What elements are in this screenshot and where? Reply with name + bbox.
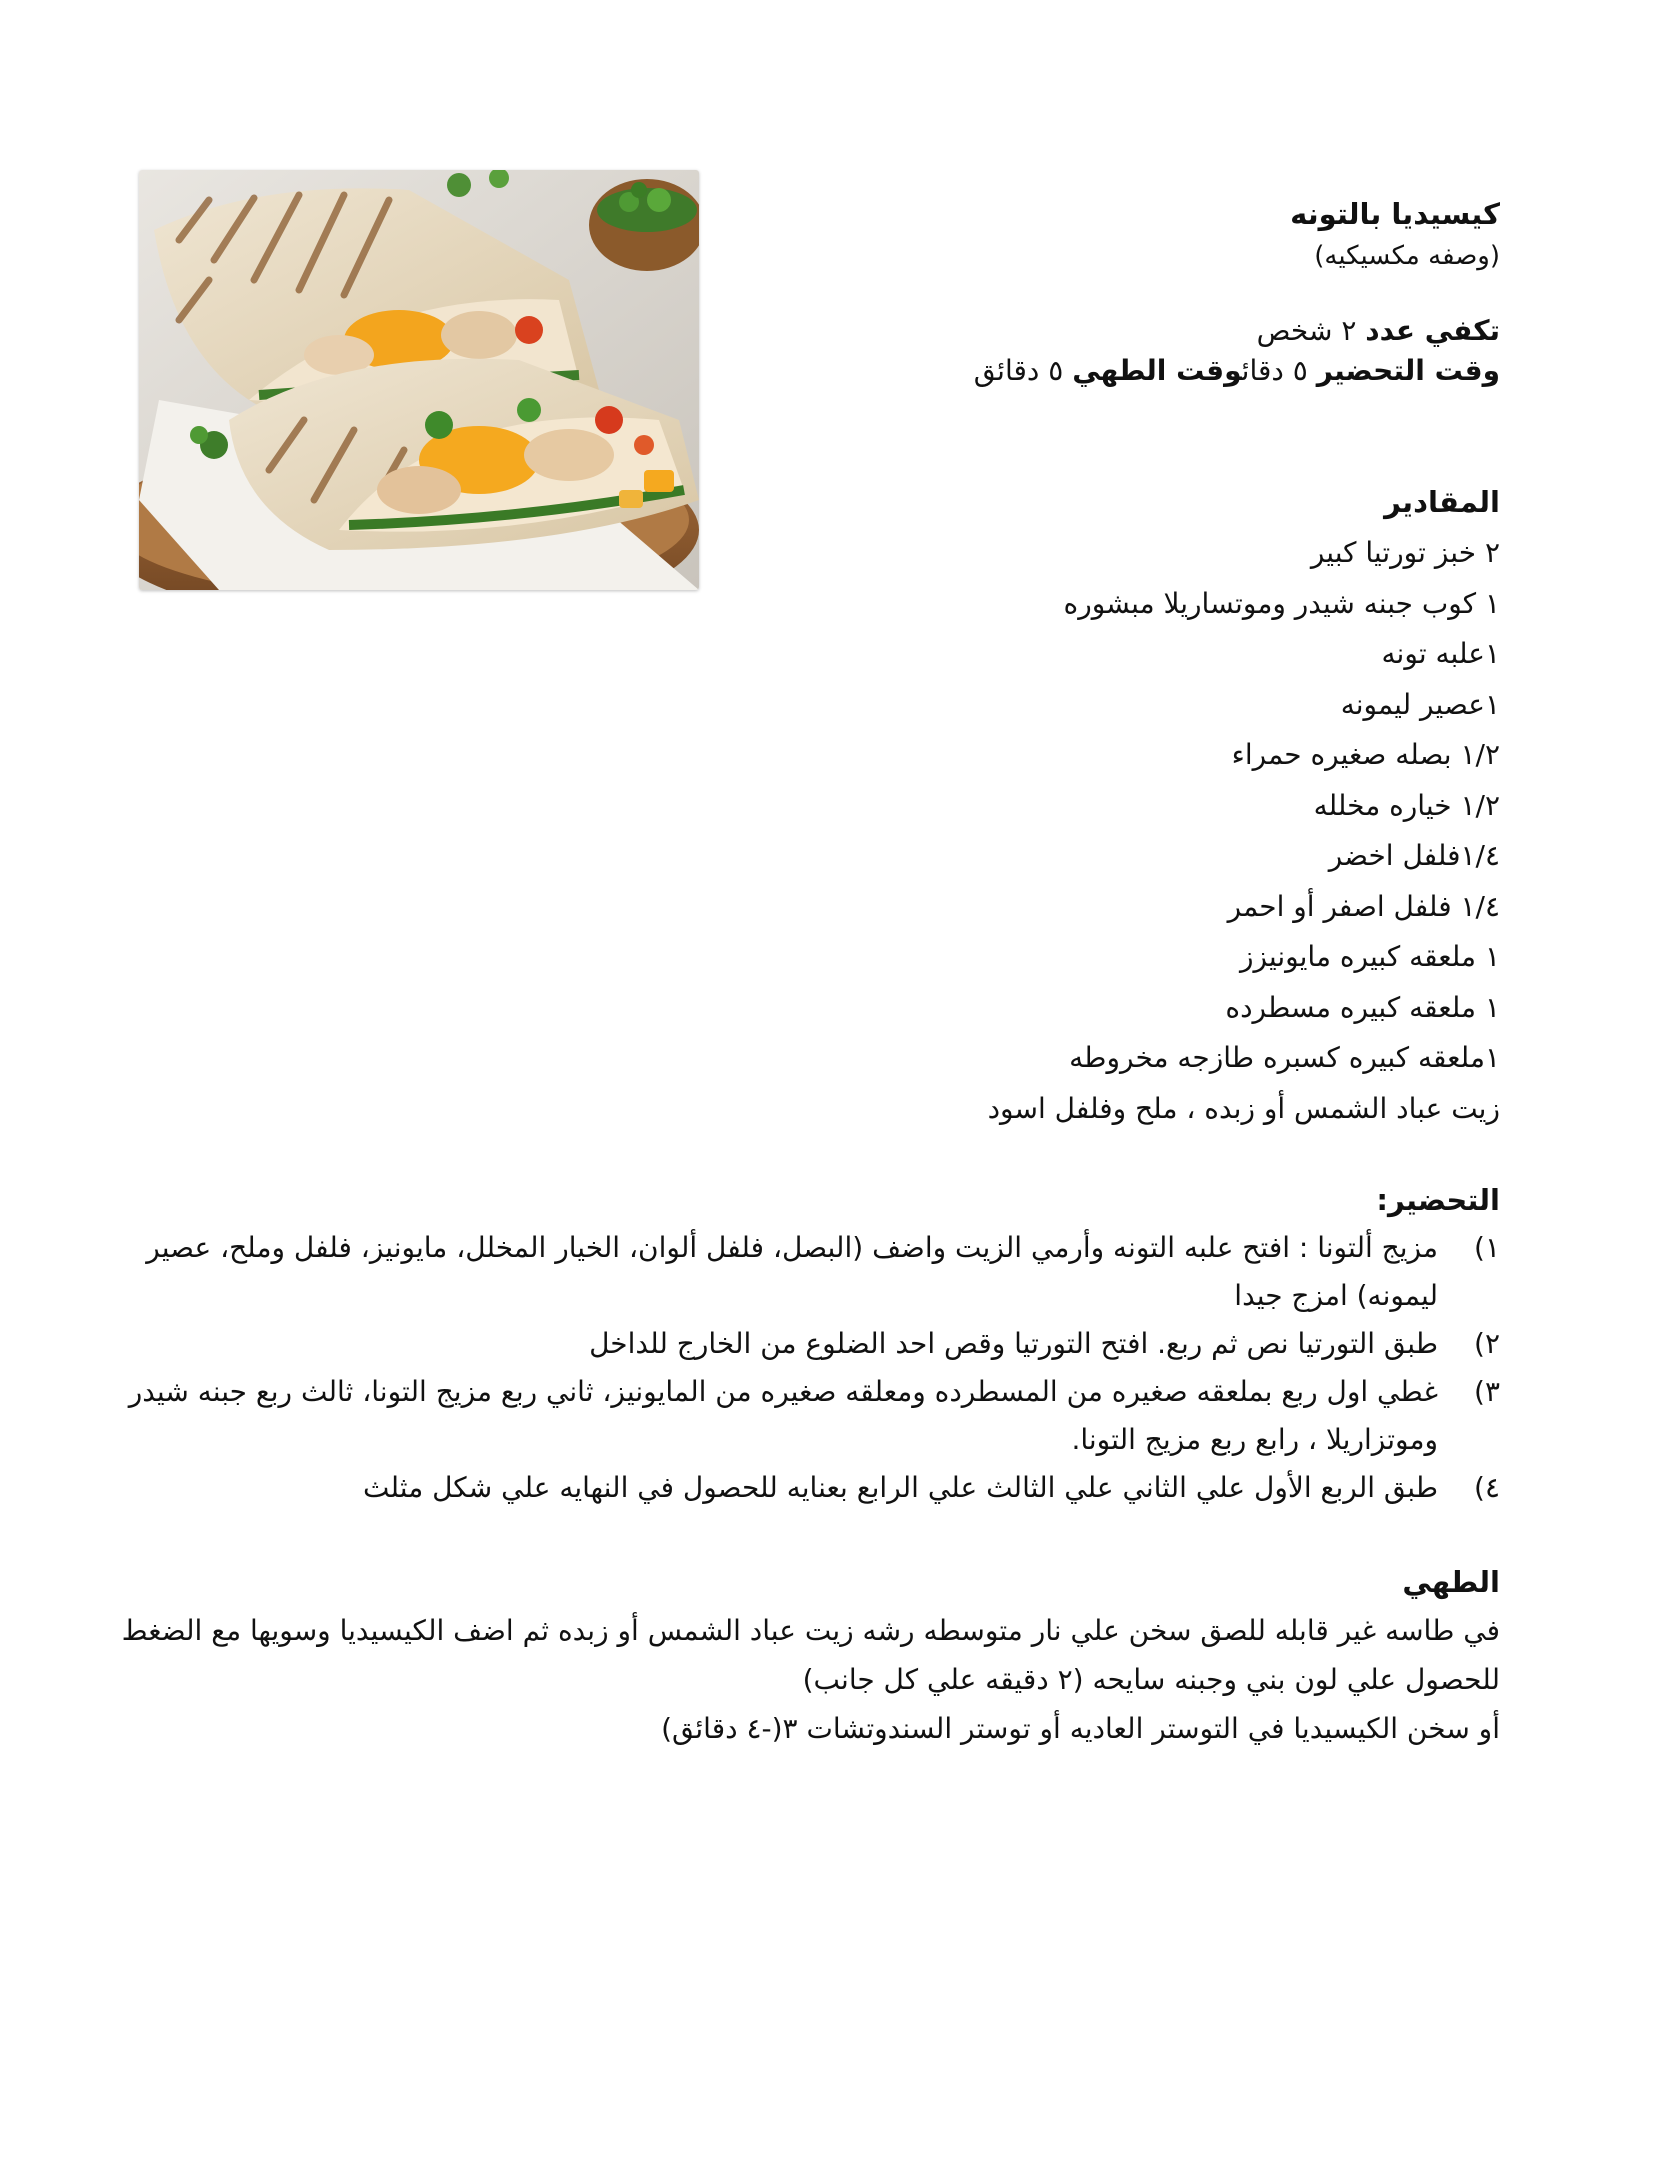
cooking-line: أو سخن الكيسيديا في التوستر العاديه أو توستر السندوتشات ٣(-٤ دقائق) xyxy=(661,1712,1500,1745)
cooking-line: في طاسه غير قابله للصق سخن علي نار متوسطه رشه زيت عباد الشمس أو زبده ثم اضف الكيسيديا وسويها مع الضغط للحصول علي لون بني وجبنه سايحه (٢ دقيقه علي كل جانب) xyxy=(121,1614,1500,1696)
recipe-title: كيسيديا بالتونه xyxy=(1290,197,1500,231)
ingredient-item: ٢ خبز تورتيا كبير xyxy=(1310,536,1500,569)
ingredient-item: ١/٤فلفل اخضر xyxy=(1328,839,1500,872)
ingredient-item: ١ملعقه كبيره كسبره طازجه مخروطه xyxy=(1069,1041,1500,1074)
servings-label: تكفي عدد xyxy=(1365,314,1500,347)
preparation-steps xyxy=(120,1224,1500,1512)
ingredient-item: ١عصير ليمونه xyxy=(1340,687,1500,721)
recipe-header xyxy=(940,192,1500,396)
step-text: طبق الربع الأول علي الثاني علي الثالث علي الرابع بعنايه للحصول في النهايه علي شكل مثلث xyxy=(362,1471,1438,1504)
preparation-heading: التحضير: xyxy=(1376,1183,1500,1217)
step-number: ٤) xyxy=(1474,1471,1500,1504)
cooking-instructions xyxy=(120,1606,1500,1753)
servings-value: ٢ شخص xyxy=(1256,314,1366,347)
cooking-heading: الطهي xyxy=(1402,1565,1500,1599)
step-text: غطي اول ربع بملعقه صغيره من المسطرده ومعلقه صغيره من المايونيز، ثاني ربع مزيج التونا، ثالث ربع جبنه شيدر وموتزاريلا ، رابع ربع مزيج التونا. xyxy=(128,1375,1438,1456)
recipe-subtitle: (وصفه مكسيكيه) xyxy=(1314,241,1500,271)
step-text: طبق التورتيا نص ثم ربع. افتح التورتيا وقص احد الضلوع من الخارج للداخل xyxy=(589,1327,1438,1360)
ingredient-item: ١ ملعقه كبيره مايونيزز xyxy=(1239,940,1500,973)
ingredients-heading: المقادير xyxy=(1384,485,1500,519)
recipe-body xyxy=(120,480,1500,1753)
ingredient-item: زيت عباد الشمس أو زبده ، ملح وفلفل اسود xyxy=(987,1091,1500,1125)
step-item xyxy=(120,1368,1500,1464)
cook-label: وقت الطهي xyxy=(1072,354,1242,387)
time-line xyxy=(940,346,1500,396)
ingredients-list xyxy=(120,528,1500,1134)
prep-value: ٥ دقائ xyxy=(1241,354,1317,387)
prep-label: وقت التحضير xyxy=(1316,354,1500,387)
ingredient-item: ١/٢ بصله صغيره حمراء xyxy=(1231,738,1500,771)
step-item xyxy=(120,1464,1500,1512)
step-number: ٢) xyxy=(1474,1327,1500,1360)
step-item xyxy=(120,1320,1500,1368)
cook-value: ٥ دقائق xyxy=(973,354,1073,387)
step-number: ١) xyxy=(1474,1231,1500,1264)
ingredient-item: ١علبه تونه xyxy=(1381,637,1500,670)
step-number: ٣) xyxy=(1474,1375,1500,1408)
ingredient-item: ١/٢ خياره مخلله xyxy=(1313,788,1500,822)
ingredient-item: ١ ملعقه كبيره مسطرده xyxy=(1225,990,1500,1024)
ingredient-item: ١ كوب جبنه شيدر وموتساريلا مبشوره xyxy=(1063,586,1500,620)
step-text: مزيج ألتونا : افتح علبه التونه وأرمي الزيت واضف (البصل، فلفل ألوان، الخيار المخلل، مايونيز، فلفل وملح، عصير ليمونه) امزج جيدا xyxy=(146,1231,1438,1312)
ingredient-item: ١/٤ فلفل اصفر أو احمر xyxy=(1227,889,1500,923)
step-item xyxy=(120,1224,1500,1320)
